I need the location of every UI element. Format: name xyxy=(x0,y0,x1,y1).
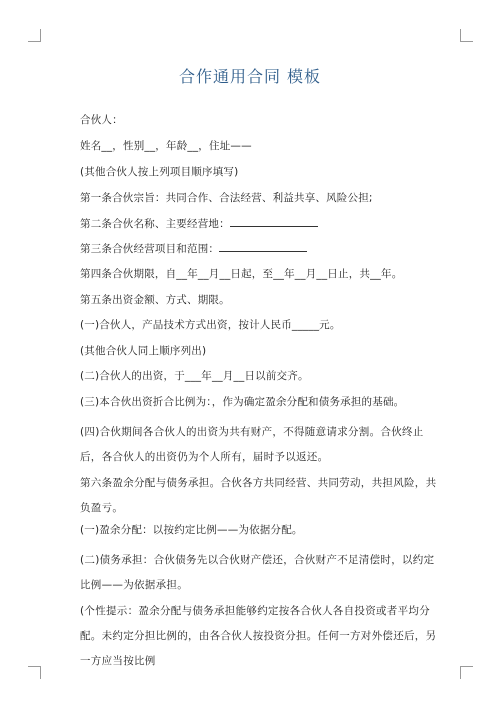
page-corner-mark-top-right xyxy=(460,29,473,42)
article-5-item-4: (四)合伙期间各合伙人的出资为共有财产，不得随意请求分割。合伙终止后，各合伙人的出资仍为个人所有，届时予以返还。 xyxy=(80,426,424,463)
personalized-tip: (个性提示：盈余分配与债务承担能够约定按各合伙人各自投资或者平均分配。未约定分担比例的，由各合伙人按投资分担。任何一方对外偿还后，另一方应当按比例 xyxy=(80,605,437,667)
article-1: 第一条合伙宗旨：共同合作、合法经营、利益共享、风险公担; xyxy=(80,192,373,204)
article-2 xyxy=(80,216,440,231)
partner-info-line: 姓名__，性别__，年龄__，住址—— xyxy=(80,140,252,152)
page-corner-mark-bottom-right xyxy=(460,666,473,679)
article-2-text: 第二条合伙名称、主要经营地： xyxy=(80,218,230,230)
article-2-blank xyxy=(230,216,318,227)
article-6-item-1: (一)盈余分配：以按约定比例——为依据分配。 xyxy=(80,524,303,536)
article-5-item-3: (三)本合伙出资折合比例为：，作为确定盈余分配和债务承担的基础。 xyxy=(80,396,405,408)
article-3-blank xyxy=(219,241,307,252)
page-corner-mark-top-left xyxy=(28,29,41,42)
article-4: 第四条合伙期限，自__年__月__日起，至__年__月__日止，共__年。 xyxy=(80,268,403,280)
article-5-item-2: (二)合伙人的出资，于___年__月__日以前交齐。 xyxy=(80,370,309,382)
article-5-other-partners-note: (其他合伙人同上顺序列出) xyxy=(80,345,207,357)
article-6: 第六条盈余分配与债务承担。合伙各方共同经营、共同劳动，共担风险，共负盈亏。 xyxy=(80,477,437,514)
document-title: 合作通用合同 模板 xyxy=(178,67,322,86)
article-3 xyxy=(80,241,440,256)
article-5: 第五条出资金额、方式、期限。 xyxy=(80,294,230,306)
other-partners-note: (其他合伙人按上列项目顺序填写) xyxy=(80,166,239,178)
page-corner-mark-bottom-left xyxy=(28,666,41,679)
article-3-text: 第三条合伙经营项目和范围： xyxy=(80,243,220,255)
partner-label: 合伙人： xyxy=(80,114,123,126)
article-5-item-1: (一)合伙人，产品技术方式出资，按计人民币_____元。 xyxy=(80,319,341,331)
article-6-item-2: (二)债务承担：合伙债务先以合伙财产偿还，合伙财产不足清偿时，以约定比例——为依据承担。 xyxy=(80,554,435,591)
